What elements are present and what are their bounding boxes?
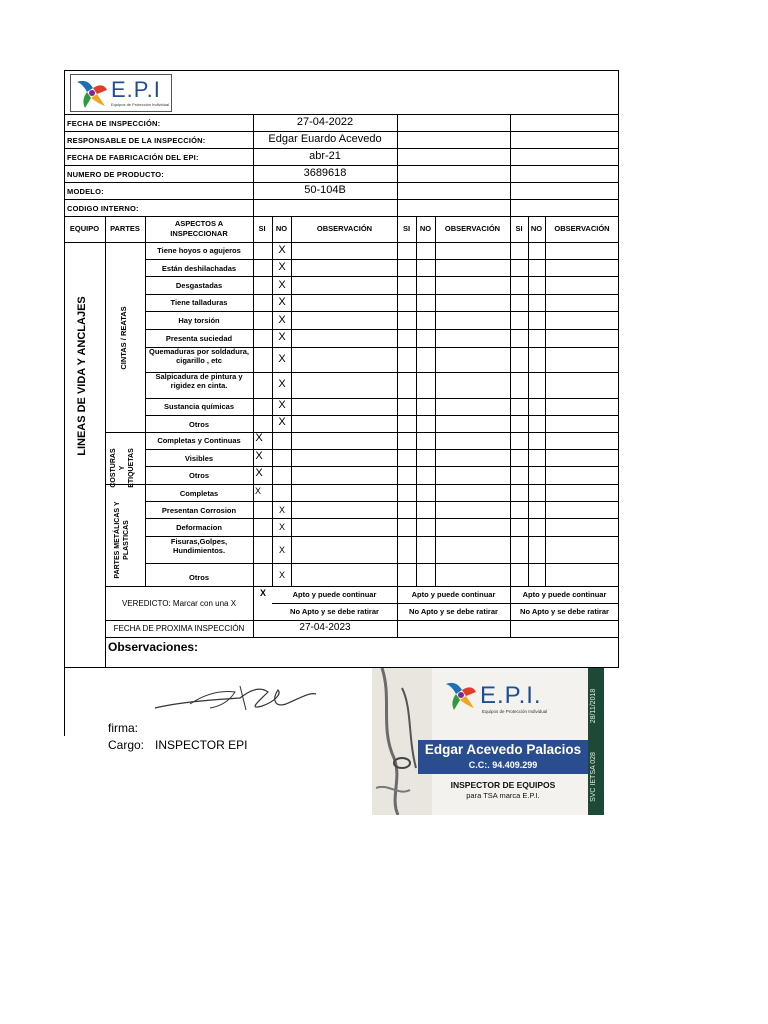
verdict-apto-2: Apto y puede continuar [411,590,496,599]
col-si-1: SI [258,224,266,233]
mark-metalicas-5-no: X [278,570,285,580]
card-logo-icon [440,678,480,712]
verdict-no-apto-3: No Apto y se debe ratirar [520,607,609,616]
brand-logo [70,74,172,112]
card-side-code: SVC IETSA 028 [590,752,597,802]
next-inspection-label: FECHA DE PROXIMA INSPECCIÓN [113,624,245,633]
label-responsable: RESPONSABLE DE LA INSPECCIÓN: [67,136,206,145]
next-inspection-value: 27-04-2023 [299,622,351,633]
observaciones-label: Observaciones: [108,640,199,654]
value-fecha-fabricacion: abr-21 [309,150,341,162]
col-partes: PARTES [110,224,140,233]
card-cc: C.C:. 94.409.299 [468,760,538,770]
logo-text: E.P.I [111,77,161,102]
col-no-3: NO [530,224,543,233]
verdict-apto-1: Apto y puede continuar [292,590,377,599]
inspector-id-card [372,668,604,815]
card-name: Edgar Acevedo Palacios [424,742,582,757]
col-aspectos: ASPECTOS A INSPECCIONAR [170,219,228,238]
logo-subtitle: Equipos de Protección Individual [111,102,170,107]
mark-cintas-10-no: X [278,416,286,428]
col-si-2: SI [402,224,411,233]
mark-cintas-6-no: X [278,331,286,343]
group-partes-metalicas: PARTES METÁLICAS Y PLASTICAS [114,501,130,579]
item-costuras-1: Completas y Continuas [157,436,241,445]
group-costuras-etiquetas: COSTURAS Y ETIQUETAS [110,448,135,488]
item-metalicas-5: Otros [188,573,209,582]
label-modelo: MODELO: [67,187,104,196]
item-cintas-1: Tiene hoyos o agujeros [157,246,241,255]
card-side-date: 28/11/2018 [590,688,597,724]
item-cintas-4: Tiene talladuras [170,298,228,307]
item-metalicas-3: Deformacion [176,523,222,532]
cargo-value: INSPECTOR EPI [155,738,248,752]
col-obs-1: OBSERVACIÓN [316,224,373,233]
verdict-mark: X [259,588,266,598]
group-cintas-reatas: CINTAS / REATAS [119,306,128,370]
mark-metalicas-3-no: X [278,522,285,532]
verdict-label: VEREDICTO: Marcar con una X [121,599,237,608]
label-numero-producto: NUMERO DE PRODUCTO: [67,170,164,179]
verdict-apto-3: Apto y puede continuar [522,590,607,599]
equipo-label: LINEAS DE VIDA Y ANCLAJES [76,296,88,456]
card-logo-text: E.P.I. [480,682,542,709]
card-role: INSPECTOR DE EQUIPOS [450,780,556,790]
mark-costuras-1-si: X [255,432,263,444]
value-responsable: Edgar Euardo Acevedo [268,133,382,145]
signature-image [150,680,320,720]
mark-cintas-3-no: X [278,279,286,291]
mark-costuras-3-si: X [255,467,263,479]
item-cintas-8: Salpicadura de pintura y rigidez en cinta. [155,372,243,390]
verdict-no-apto-2: No Apto y se debe ratirar [409,607,498,616]
item-metalicas-2: Presentan Corrosion [161,506,237,515]
firma-label: firma: [108,721,138,735]
col-obs-3: OBSERVACIÓN [554,224,610,233]
mark-cintas-2-no: X [278,261,286,273]
item-cintas-5: Hay torsión [178,316,220,325]
mark-cintas-9-no: X [278,399,286,411]
label-codigo-interno: CODIGO INTERNO: [67,204,139,213]
mark-cintas-4-no: X [278,296,286,308]
item-metalicas-1: Completas [179,489,219,498]
col-no-2: NO [419,224,432,233]
value-modelo: 50-104B [304,184,346,196]
col-obs-2: OBSERVACIÓN [444,224,501,233]
value-numero-producto: 3689618 [303,167,347,179]
card-role-sub: para TSA marca E.P.I. [466,791,540,800]
item-cintas-9: Sustancia químicas [163,402,235,411]
item-costuras-3: Otros [188,471,209,480]
mark-cintas-5-no: X [278,314,286,326]
verdict-no-apto-1: No Apto y se debe ratirar [290,607,379,616]
col-no-1: NO [275,224,288,233]
col-si-3: SI [515,224,523,233]
mark-costuras-2-si: X [255,450,263,462]
card-logo-subtitle: Equipos de Protección Individual [482,709,548,714]
item-cintas-3: Desgastadas [175,281,223,290]
item-metalicas-4: Fisuras,Golpes, Hundimientos. [170,537,228,555]
item-cintas-2: Están deshilachadas [161,264,237,273]
label-fecha-fabricacion: FECHA DE FABRICACIÓN DEL EPI: [67,153,199,162]
mark-cintas-8-no: X [278,378,286,390]
mark-metalicas-4-no: X [278,545,285,555]
value-fecha-inspeccion: 27-04-2022 [296,116,354,128]
mark-metalicas-2-no: X [278,505,285,515]
epi-logo-icon [73,76,109,110]
item-cintas-7: Quemaduras por soldadura, cigarillo , etc [148,347,250,365]
item-cintas-6: Presenta suciedad [165,334,233,343]
mark-cintas-1-no: X [278,244,286,256]
mark-metalicas-1-si: X [254,486,261,496]
cargo-label: Cargo: [108,738,145,752]
item-cintas-10: Otros [188,420,209,429]
mark-cintas-7-no: X [278,353,286,365]
label-fecha-inspeccion: FECHA DE INSPECCIÓN: [67,119,161,128]
item-costuras-2: Visibles [184,454,214,463]
col-equipo: EQUIPO [69,224,100,233]
